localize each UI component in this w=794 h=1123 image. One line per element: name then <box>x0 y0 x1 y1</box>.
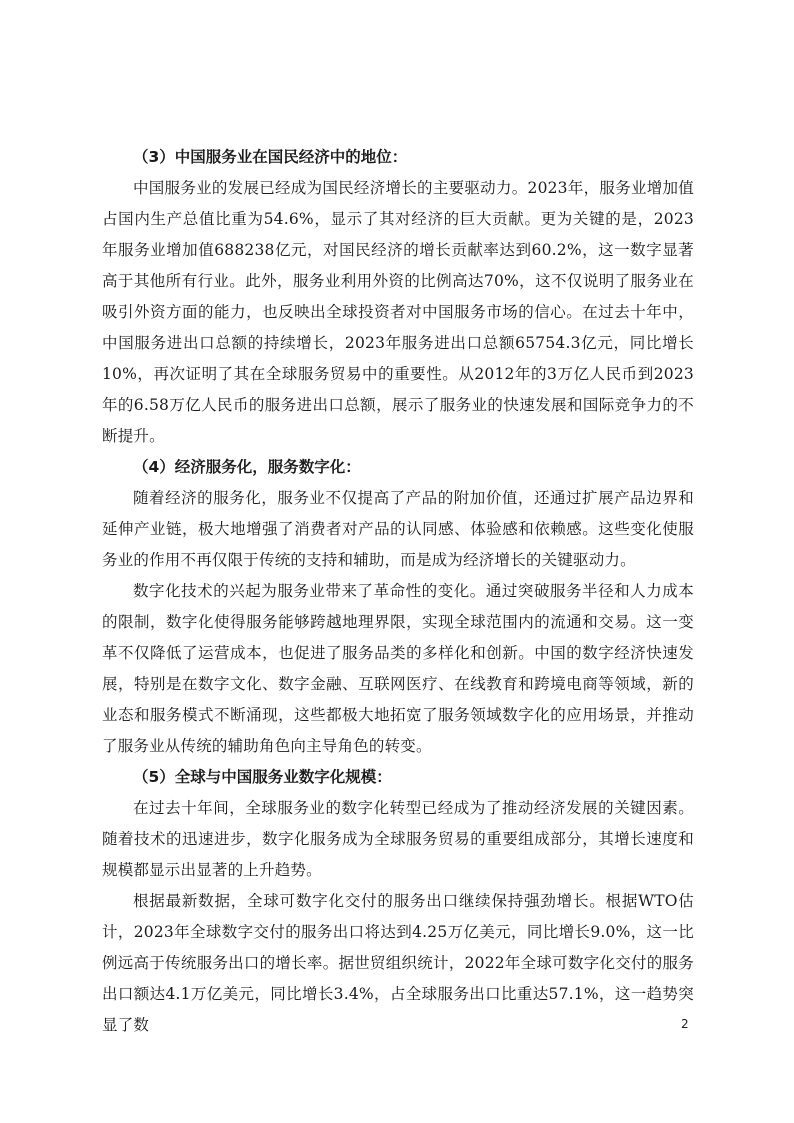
document-body <box>102 142 694 1041</box>
paragraph: 随着经济的服务化，服务业不仅提高了产品的附加价值，还通过扩展产品边界和延伸产业链，极大地增强了消费者对产品的认同感、体验感和依赖感。这些变化使服务业的作用不再仅限于传统的支持和辅助，而是成为经济增长的关键驱动力。 <box>102 489 694 569</box>
paragraph: 在过去十年间，全球服务业的数字化转型已经成为了推动经济发展的关键因素。随着技术的迅速进步，数字化服务成为全球服务贸易的重要组成部分，其增长速度和规模都显示出显著的上升趋势。 <box>102 799 694 879</box>
paragraph: 中国服务业的发展已经成为国民经济增长的主要驱动力。2023年，服务业增加值占国内生产总值比重为54.6%，显示了其对经济的巨大贡献。更为关键的是，2023年服务业增加值688238亿元，对国民经济的增长贡献率达到60.2%，这一数字显著高于其他所有行业。此外，服务业利用外资的比例高达70%，这不仅说明了服务业在吸引外资方面的能力，也反映出全球投资者对中国服务市场的信心。在过去十年中，中国服务进出口总额的持续增长，2023年服务进出口总额65754.3亿元，同比增长10%，再次证明了其在全球服务贸易中的重要性。从2012年的3万亿人民币到2023年的6.58万亿人民币的服务进出口总额，展示了服务业的快速发展和国际竞争力的不断提升。 <box>102 179 694 445</box>
section-heading-5: （5）全球与中国服务业数字化规模： <box>133 768 392 786</box>
paragraph: 数字化技术的兴起为服务业带来了革命性的变化。通过突破服务半径和人力成本的限制，数字化使得服务能够跨越地理界限，实现全球范围内的流通和交易。这一变革不仅降低了运营成本，也促进了服务品类的多样化和创新。中国的数字经济快速发展，特别是在数字文化、数字金融、互联网医疗、在线教育和跨境电商等领域，新的业态和服务模式不断涌现，这些都极大地拓宽了服务领域数字化的应用场景，并推动了服务业从传统的辅助角色向主导角色的转变。 <box>102 582 694 755</box>
section-heading-4: （4）经济服务化，服务数字化： <box>133 458 361 476</box>
paragraph: 根据最新数据，全球可数字化交付的服务出口继续保持强劲增长。根据WTO估计，2023年全球数字交付的服务出口将达到4.25万亿美元，同比增长9.0%，这一比例远高于传统服务出口的增长率。据世贸组织统计，2022年全球可数字化交付的服务出口额达4.1万亿美元，同比增长3.4%，占全球服务出口比重达57.1%，这一趋势突显了数 <box>102 892 694 1034</box>
section-heading-3: （3）中国服务业在国民经济中的地位： <box>133 148 408 166</box>
page-number: 2 <box>681 1017 689 1031</box>
